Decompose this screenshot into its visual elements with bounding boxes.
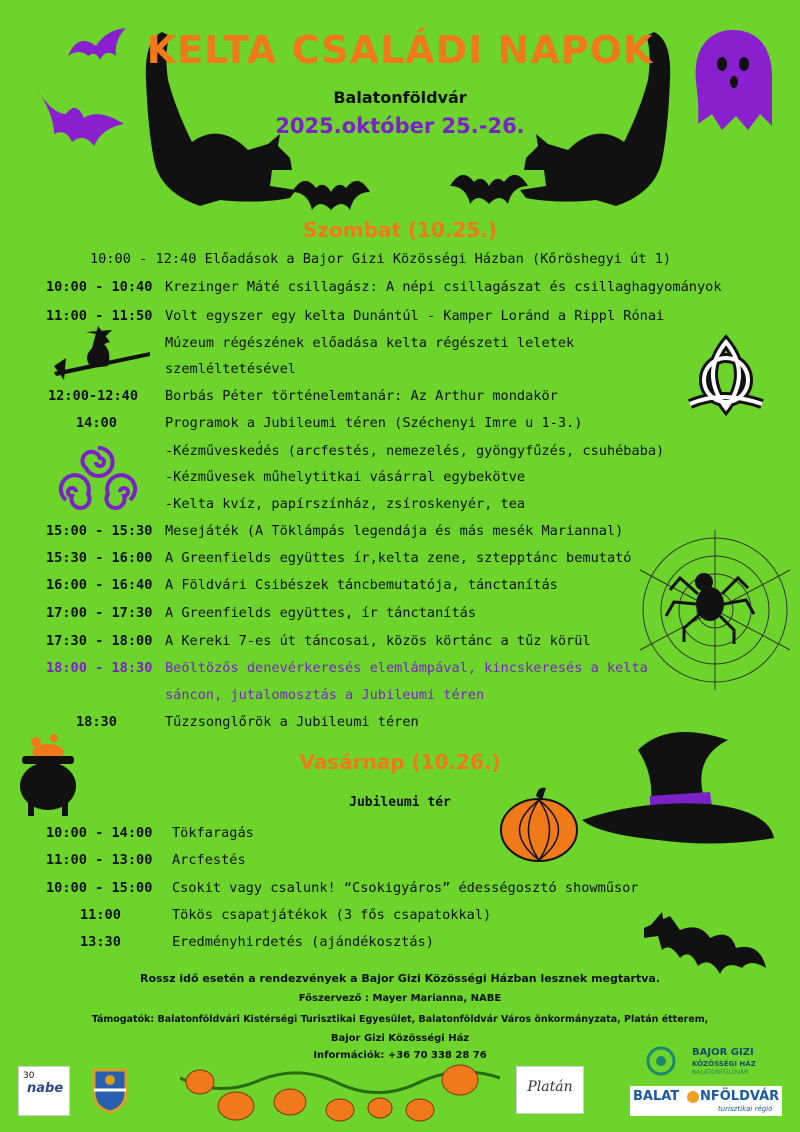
- saturday-intro: 10:00 - 12:40 Előadások a Bajor Gizi Közösségi Házban (Kőröshegyi út 1): [90, 251, 672, 267]
- schedule-time: 10:00 - 14:00: [46, 825, 153, 841]
- event-title: KELTA CSALÁDI NAPOK: [146, 28, 654, 72]
- schedule-text: Beöltözős denevérkeresés elemlámpával, kincskeresés a kelta: [165, 660, 648, 676]
- schedule-time: 15:00 - 15:30: [46, 523, 153, 539]
- platan-logo: [516, 1066, 584, 1114]
- witch-hat-icon: [578, 720, 778, 852]
- schedule-text: A Greenfields együttes, ír tánctanítás: [165, 605, 476, 621]
- schedule-text: szemléltetésével: [165, 361, 296, 377]
- schedule-text: A Földvári Csibészek táncbemutatója, tánctanítás: [165, 577, 558, 593]
- bajor-gizi-logo: [646, 1046, 776, 1080]
- triskelion-icon: [58, 440, 138, 518]
- community-house-icon: [646, 1046, 676, 1076]
- schedule-text: Eredményhirdetés (ajándékosztás): [172, 934, 434, 950]
- schedule-time: 18:30: [76, 714, 117, 730]
- balaton-logo-o-icon: [687, 1091, 699, 1103]
- schedule-text: Krezinger Máté csillagász: A népi csillagászat és csillaghagyományok: [165, 279, 722, 295]
- schedule-text: -Kézművesek műhelytitkai vásárral egybekötve: [165, 469, 526, 485]
- bat-icon: [448, 164, 530, 214]
- event-location: Balatonföldvár: [333, 88, 467, 107]
- nabe-logo-number: 30: [23, 1071, 35, 1081]
- schedule-text: Mesejáték (A Töklámpás legendája és más mesék Mariannal): [165, 523, 624, 539]
- bajor-logo-line-3: BALATONFÖLDVÁR: [692, 1069, 749, 1076]
- schedule-text: -Kézművesked́és (arcfestés, nemezelés, gyöngyfűzés, csuhébaba): [165, 443, 665, 459]
- weather-note: Rossz idő esetén a rendezvények a Bajor Gizi Közösségi Házban lesznek megtartva.: [139, 972, 661, 985]
- platan-logo-name: Platán: [527, 1079, 573, 1095]
- supporters-line-2: Bajor Gizi Közösségi Ház: [330, 1033, 470, 1044]
- schedule-time: 12:00-12:40: [48, 388, 139, 404]
- balaton-logo-part-1: BALAT: [633, 1089, 680, 1104]
- organizer: Főszervező : Mayer Marianna, NABE: [298, 993, 502, 1004]
- schedule-text: A Kereki 7-es út táncosai, közös körtánc a tűz körül: [165, 633, 591, 649]
- celtic-knot-icon: [682, 334, 770, 420]
- schedule-text: A Greenfields együttes ír,kelta zene, sztepptánc bemutató: [165, 550, 632, 566]
- schedule-text: Múzeum régészének előadása kelta régészeti leletek: [165, 335, 575, 351]
- schedule-text: Arcfestés: [172, 852, 246, 868]
- schedule-text: Borbás Péter történelemtanár: Az Arthur mondakör: [165, 388, 558, 404]
- schedule-text: Csokit vagy csalunk! “Csokigyáros” édességosztó showműsor: [172, 880, 639, 896]
- schedule-text: -Kelta kvíz, papírszínház, zsíroskenyér, tea: [165, 496, 526, 512]
- schedule-text: Tökös csapatjátékok (3 fős csapatokkal): [172, 907, 492, 923]
- schedule-time: 10:00 - 10:40: [46, 279, 153, 295]
- schedule-text: sáncon, jutalomosztás a Jubileumi téren: [165, 687, 485, 703]
- schedule-time: 11:00 - 11:50: [46, 308, 153, 324]
- saturday-heading: Szombat (10.25.): [302, 218, 498, 242]
- sunday-heading: Vasárnap (10.26.): [299, 750, 501, 774]
- nabe-logo-name: nabe: [27, 1081, 64, 1096]
- witch-icon: [52, 322, 152, 386]
- schedule-time: 15:30 - 16:00: [46, 550, 153, 566]
- schedule-text: Tökfaragás: [172, 825, 254, 841]
- sunday-venue: Jubileumi tér: [349, 795, 451, 810]
- schedule-time: 17:30 - 18:00: [46, 633, 153, 649]
- balaton-logo-part-2: NFÖLDVÁR: [700, 1089, 780, 1104]
- schedule-time: 17:00 - 17:30: [46, 605, 153, 621]
- bat-icon: [290, 170, 372, 216]
- coat-of-arms-icon: [90, 1064, 130, 1114]
- schedule-time: 11:00 - 13:00: [46, 852, 153, 868]
- schedule-text: Tűzzsonglőrök a Jubileumi téren: [165, 714, 419, 730]
- nabe-logo: [18, 1066, 70, 1116]
- schedule-time: 14:00: [76, 415, 117, 431]
- schedule-time: 18:00 - 18:30: [46, 660, 153, 676]
- bajor-logo-line-2: KÖZÖSSÉGI HÁZ: [692, 1060, 756, 1068]
- schedule-time: 11:00: [80, 907, 121, 923]
- event-date: 2025.október 25.-26.: [275, 114, 525, 138]
- schedule-time: 10:00 - 15:00: [46, 880, 153, 896]
- schedule-text: Programok a Jubileumi téren (Széchenyi Imre u 1-3.): [165, 415, 583, 431]
- spider-web-icon: [640, 530, 790, 690]
- pumpkin-garland-icon: [180, 1058, 500, 1122]
- schedule-text: Volt egyszer egy kelta Dunántúl - Kamper Loránd a Rippl Rónai: [165, 308, 665, 324]
- supporters-line-1: Támogatók: Balatonföldvári Kistérségi Turisztikai Egyesület, Balatonföldvár Város önkormányzata, Platán étterem,: [91, 1014, 709, 1025]
- info-phone: Információk: +36 70 338 28 76: [313, 1050, 487, 1061]
- schedule-time: 16:00 - 16:40: [46, 577, 153, 593]
- balatonfoldvar-logo: [630, 1086, 782, 1116]
- bajor-logo-line-1: BAJOR GIZI: [692, 1047, 754, 1058]
- schedule-time: 13:30: [80, 934, 121, 950]
- balaton-logo-tagline: turisztikai régió: [718, 1105, 773, 1113]
